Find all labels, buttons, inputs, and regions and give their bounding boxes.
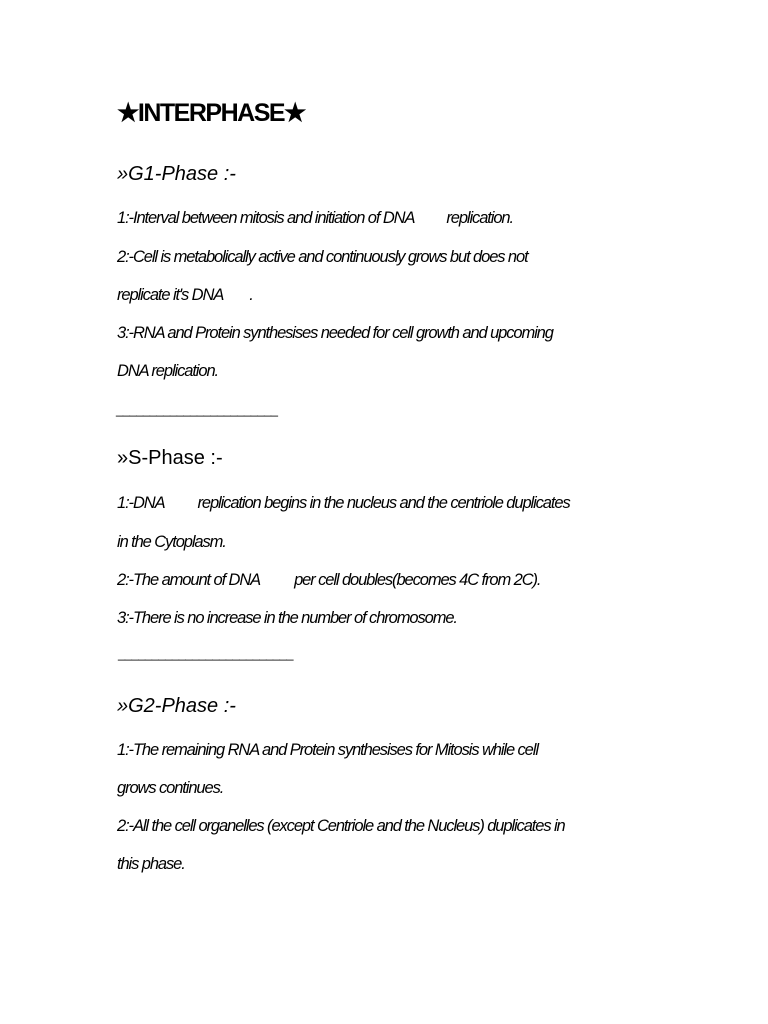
g2-line-4-text: this phase. xyxy=(117,855,185,873)
s-line-2-text: in the Cytoplasm. xyxy=(117,533,226,551)
s-line-4-text: 3:-There is no increase in the number of chromosome. xyxy=(117,609,457,627)
page-title: ★INTERPHASE★ xyxy=(117,99,305,127)
g1-line-4 xyxy=(117,324,553,343)
g1-line-3 xyxy=(117,286,253,305)
g1-phase-heading: »G1-Phase :- xyxy=(117,163,236,185)
g1-line-3-part-b: . xyxy=(249,286,253,304)
g2-line-2 xyxy=(117,779,223,798)
s-line-3 xyxy=(117,571,540,590)
g2-line-1 xyxy=(117,741,538,760)
s-line-4 xyxy=(117,609,457,628)
g2-phase-heading: »G2-Phase :- xyxy=(117,695,236,717)
section-divider-1: ________________________ xyxy=(116,402,278,417)
g1-line-1-part-a: 1:-Interval between mitosis and initiation of DNA xyxy=(117,209,415,227)
g1-line-1 xyxy=(117,209,513,228)
g2-line-3-text: 2:-All the cell organelles (except Centriole and the Nucleus) duplicates in xyxy=(117,817,565,835)
section-divider-2: __________________________ xyxy=(118,646,293,661)
g2-line-3 xyxy=(117,817,565,836)
g2-line-2-text: grows continues. xyxy=(117,779,224,797)
s-line-3-part-b: per cell doubles(becomes 4C from 2C). xyxy=(294,571,541,589)
s-line-2 xyxy=(117,533,226,552)
g1-line-3-part-a: replicate it's DNA xyxy=(117,286,224,304)
g1-line-5-text: DNA replication. xyxy=(117,362,219,380)
s-line-1-part-a: 1:-DNA xyxy=(117,494,165,512)
s-line-1-part-b: replication begins in the nucleus and the centriole duplicates xyxy=(197,494,570,512)
g1-line-4-text: 3:-RNA and Protein synthesises needed for cell growth and upcoming xyxy=(117,324,553,342)
g2-line-1-text: 1:-The remaining RNA and Protein synthesises for Mitosis while cell xyxy=(117,741,538,759)
s-line-3-part-a: 2:-The amount of DNA xyxy=(117,571,261,589)
s-line-1 xyxy=(117,494,570,513)
s-phase-heading: »S-Phase :- xyxy=(117,447,223,469)
g1-line-2 xyxy=(117,248,528,267)
g1-line-2-text: 2:-Cell is metabolically active and continuously grows but does not xyxy=(117,248,528,266)
g2-line-4 xyxy=(117,855,185,874)
g1-line-5 xyxy=(117,362,218,381)
g1-line-1-part-b: replication. xyxy=(446,209,513,227)
